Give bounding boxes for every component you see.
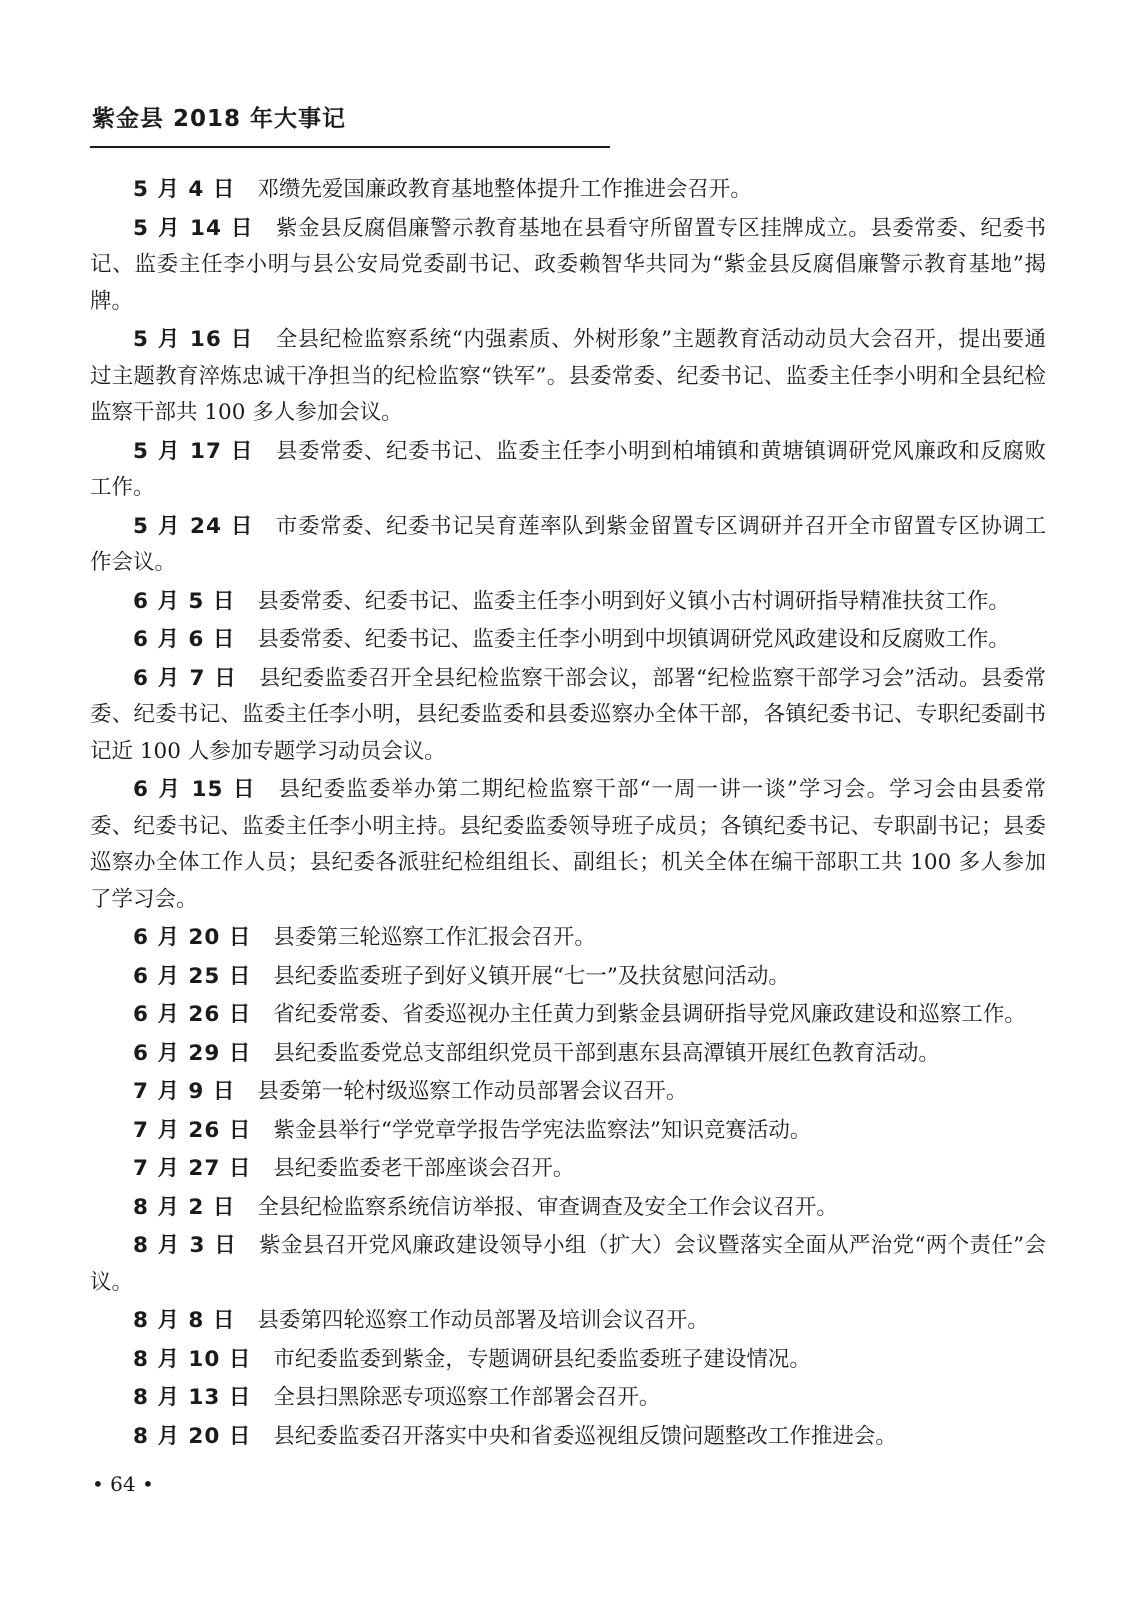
- entry-text: 县委常委、纪委书记、监委主任李小明到柏埔镇和黄塘镇调研党风廉政和反腐败工作。: [90, 438, 1046, 500]
- chronicle-entry: [90, 661, 1046, 771]
- entry-date: 6 月 6 日: [133, 627, 236, 652]
- entry-text: 全县纪检监察系统“内强素质、外树形象”主题教育活动动员大会召开，提出要通过主题教育淬炼忠诚干净担当的纪检监察“铁军”。县委常委、纪委书记、监委主任李小明和全县纪检监察干部共 100 多人参加会议。: [90, 327, 1046, 425]
- entry-date: 5 月 24 日: [133, 513, 254, 539]
- chronicle-entry: [90, 622, 1046, 659]
- entry-date: 8 月 8 日: [133, 1308, 236, 1333]
- chronicle-entry: [90, 1303, 1046, 1340]
- chronicle-entry: [90, 1036, 1046, 1073]
- entry-text: 紫金县召开党风廉政建设领导小组（扩大）会议暨落实全面从严治党“两个责任”会议。: [90, 1233, 1046, 1295]
- entry-date: 5 月 14 日: [133, 215, 254, 241]
- chronicle-entry: [90, 434, 1046, 507]
- entry-text: 紫金县反腐倡廉警示教育基地在县看守所留置专区挂牌成立。县委常委、纪委书记、监委主任李小明与县公安局党委副书记、政委赖智华共同为“紫金县反腐倡廉警示教育基地”揭牌。: [90, 215, 1046, 314]
- entry-date: 6 月 26 日: [133, 1002, 252, 1027]
- entry-text: 县委常委、纪委书记、监委主任李小明到好义镇小古村调研指导精准扶贫工作。: [257, 588, 1010, 614]
- chronicle-entry: [90, 1074, 1046, 1111]
- entry-date: 6 月 5 日: [133, 588, 236, 614]
- entry-date: 8 月 13 日: [133, 1385, 252, 1410]
- chronicle-entry: [90, 211, 1046, 321]
- entry-text: 县纪委监委老干部座谈会召开。: [273, 1156, 575, 1181]
- chronicle-entry: [90, 1113, 1046, 1150]
- entry-date: 8 月 10 日: [133, 1346, 252, 1372]
- entry-date: 8 月 20 日: [133, 1423, 252, 1449]
- entry-text: 县纪委监委班子到好义镇开展“七一”及扶贫慰问活动。: [273, 963, 790, 989]
- entry-date: 7 月 27 日: [133, 1156, 252, 1181]
- chronicle-entry: [90, 509, 1046, 582]
- entry-text: 县纪委监委召开全县纪检监察干部会议，部署“纪检监察干部学习会”活动。县委常委、纪委书记、监委主任李小明，县纪委监委和县委巡察办全体干部，各镇纪委书记、专职纪委副书记近 100 人参加专题学习动员会议。: [90, 665, 1046, 764]
- entry-date: 6 月 25 日: [133, 963, 252, 989]
- entry-date: 8 月 3 日: [133, 1233, 238, 1258]
- chronicle-entry: [90, 997, 1046, 1034]
- chronicle-entry: [90, 172, 1046, 209]
- running-header-title: 紫金县 2018 年大事记: [92, 106, 347, 132]
- entry-text: 市纪委监委到紫金，专题调研县纪委监委班子建设情况。: [273, 1346, 811, 1372]
- chronicle-entries: [90, 172, 1046, 1457]
- entry-text: 全县纪检监察系统信访举报、审查调查及安全工作会议召开。: [257, 1194, 838, 1220]
- chronicle-entry: [90, 920, 1046, 957]
- entry-text: 县委第一轮村级巡察工作动员部署会议召开。: [257, 1079, 688, 1104]
- entry-text: 县纪委监委召开落实中央和省委巡视组反馈问题整改工作推进会。: [273, 1423, 897, 1449]
- chronicle-entry: [90, 1419, 1046, 1456]
- chronicle-entry: [90, 772, 1046, 918]
- chronicle-entry: [90, 959, 1046, 996]
- chronicle-entry: [90, 1380, 1046, 1417]
- entry-date: 5 月 17 日: [133, 438, 254, 464]
- entry-date: 5 月 4 日: [133, 177, 236, 202]
- chronicle-entry: [90, 1228, 1046, 1301]
- entry-date: 6 月 7 日: [133, 665, 238, 691]
- chronicle-entry: [90, 1190, 1046, 1227]
- entry-date: 6 月 20 日: [133, 925, 252, 950]
- header-rule: [90, 146, 610, 148]
- entry-text: 县委第四轮巡察工作动员部署及培训会议召开。: [257, 1308, 709, 1333]
- entry-date: 6 月 29 日: [133, 1040, 252, 1066]
- entry-text: 省纪委常委、省委巡视办主任黄力到紫金县调研指导党风廉政建设和巡察工作。: [273, 1002, 1026, 1027]
- entry-date: 7 月 9 日: [133, 1079, 236, 1104]
- chronicle-entry: [90, 322, 1046, 432]
- entry-text: 县纪委监委党总支部组织党员干部到惠东县高潭镇开展红色教育活动。: [273, 1040, 940, 1066]
- chronicle-entry: [90, 1151, 1046, 1188]
- entry-text: 县委第三轮巡察工作汇报会召开。: [273, 925, 596, 950]
- entry-text: 邓缵先爱国廉政教育基地整体提升工作推进会召开。: [257, 177, 752, 202]
- chronicle-entry: [90, 1342, 1046, 1379]
- entry-date: 8 月 2 日: [133, 1194, 236, 1220]
- entry-text: 市委常委、纪委书记吴育莲率队到紫金留置专区调研并召开全市留置专区协调工作会议。: [90, 513, 1046, 575]
- entry-text: 紫金县举行“学党章学报告学宪法监察法”知识竞赛活动。: [273, 1117, 812, 1143]
- entry-text: 县纪委监委举办第二期纪检监察干部“一周一讲一谈”学习会。学习会由县委常委、纪委书记、监委主任李小明主持。县纪委监委领导班子成员；各镇纪委书记、专职副书记；县委巡察办全体工作人员；县纪委各派驻纪检组组长、副组长；机关全体在编干部职工共 100 多人参加了学习会。: [90, 777, 1046, 912]
- entry-date: 5 月 16 日: [133, 327, 254, 352]
- entry-date: 6 月 15 日: [133, 777, 257, 802]
- page-number: • 64 •: [92, 1472, 154, 1496]
- chronicle-entry: [90, 584, 1046, 621]
- entry-date: 7 月 26 日: [133, 1117, 252, 1143]
- entry-text: 全县扫黑除恶专项巡察工作部署会召开。: [273, 1385, 661, 1410]
- entry-text: 县委常委、纪委书记、监委主任李小明到中坝镇调研党风政建设和反腐败工作。: [257, 627, 1010, 652]
